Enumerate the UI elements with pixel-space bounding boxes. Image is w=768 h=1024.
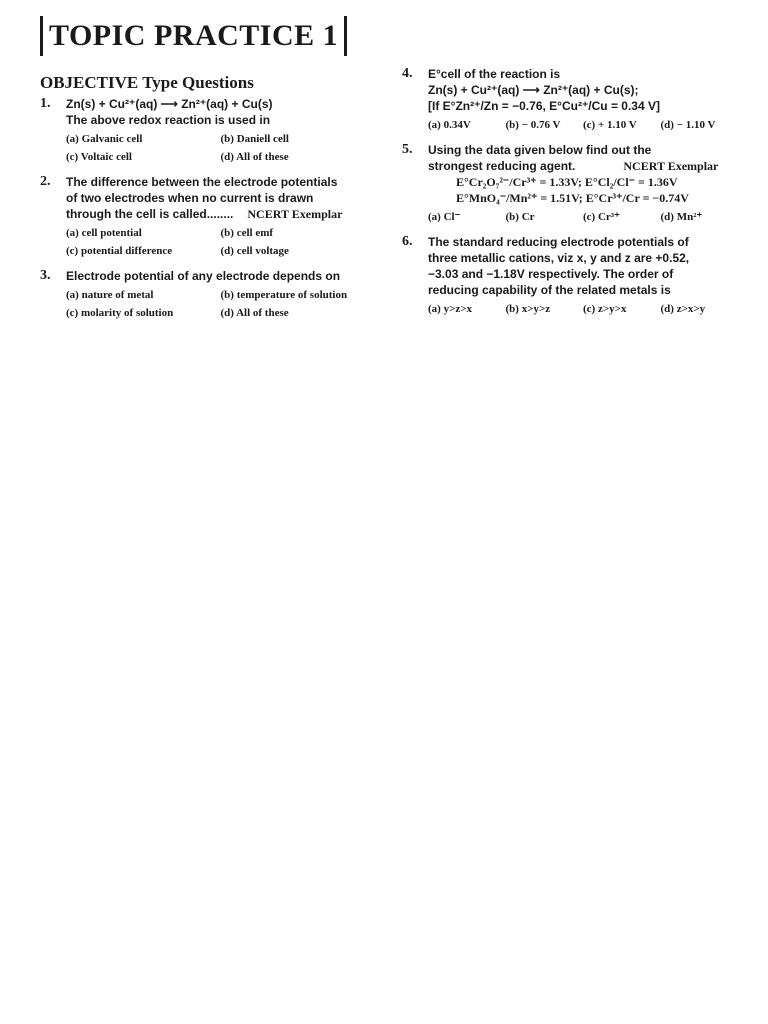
question-number: 3. [40,268,51,283]
option-c: (c) Cr³⁺ [583,211,620,223]
option-a: (a) nature of metal [66,289,154,301]
section-heading: OBJECTIVE Type Questions [40,73,254,92]
data-line: E°Cr₂O₇²⁻/Cr³⁺ = 1.33V; E°Cl₂/Cl⁻ = 1.36V [456,175,678,189]
option-d: (d) cell voltage [220,245,289,257]
question-text-line: −3.03 and −1.18V respectively. The order of [428,267,674,281]
option-c: (c) molarity of solution [66,307,174,319]
options [428,300,738,318]
option-a: (a) Galvanic cell [66,133,143,145]
question-6 [402,234,738,318]
option-c: (c) + 1.10 V [583,119,637,131]
question-3 [40,268,375,322]
question-text-line: of two electrodes when no current is drawn [66,191,314,205]
question-text-line: Zn(s) + Cu²⁺(aq) ⟶ Zn²⁺(aq) + Cu(s); [428,83,639,97]
option-a: (a) 0.34V [428,119,471,131]
options [428,116,738,134]
question-text-line: Electrode potential of any electrode depends on [66,269,341,283]
option-b: (b) cell emf [220,227,274,239]
option-c: (c) potential difference [66,245,173,257]
option-b: (b) Cr [505,211,535,223]
source-tag: NCERT Exemplar [623,159,719,173]
option-d: (d) All of these [220,151,289,163]
options [66,130,375,166]
option-b: (b) Daniell cell [220,133,289,145]
question-text-line: The standard reducing electrode potentials of [428,235,689,249]
question-text-line: Zn(s) + Cu²⁺(aq) ⟶ Zn²⁺(aq) + Cu(s) [66,97,273,111]
question-text-line: The above redox reaction is used in [66,113,271,127]
option-d: (d) z>x>y [660,303,706,315]
question-text-line: reducing capability of the related metals is [428,283,671,297]
option-b: (b) − 0.76 V [505,119,561,131]
question-5 [402,142,738,226]
question-text-line: The difference between the electrode potentials [66,175,338,189]
question-number: 5. [402,142,413,157]
option-d: (d) Mn²⁺ [660,211,703,223]
option-b: (b) x>y>z [505,303,551,315]
option-a: (a) y>z>x [428,303,472,315]
data-line: E°MnO₄⁻/Mn²⁺ = 1.51V; E°Cr³⁺/Cr = −0.74V [456,191,689,205]
options [66,224,375,260]
options [428,208,738,226]
source-tag: NCERT Exemplar [247,207,343,221]
right-column [402,66,738,326]
option-d: (d) − 1.10 V [660,119,716,131]
question-number: 2. [40,174,51,189]
option-b: (b) temperature of solution [220,289,348,301]
question-number: 6. [402,234,413,249]
question-text-line: three metallic cations, viz x, y and z are +0.52, [428,251,690,265]
question-text-line: strongest reducing agent. [428,159,576,173]
option-c: (c) Voltaic cell [66,151,132,163]
option-c: (c) z>y>x [583,303,627,315]
left-column [40,96,375,330]
question-number: 4. [402,66,413,81]
question-2 [40,174,375,260]
question-1 [40,96,375,166]
option-d: (d) All of these [220,307,289,319]
option-a: (a) cell potential [66,227,142,239]
question-text-line: through the cell is called........ [66,207,234,221]
options [66,286,375,322]
page-title: TOPIC PRACTICE 1 [40,16,347,56]
question-text-line: E°cell of the reaction is [428,67,561,81]
question-text-line: [If E°Zn²⁺/Zn = −0.76, E°Cu²⁺/Cu = 0.34 V] [428,99,660,113]
question-text-line: Using the data given below find out the [428,143,652,157]
question-4 [402,66,738,134]
question-number: 1. [40,96,51,111]
option-a: (a) Cl⁻ [428,211,461,223]
